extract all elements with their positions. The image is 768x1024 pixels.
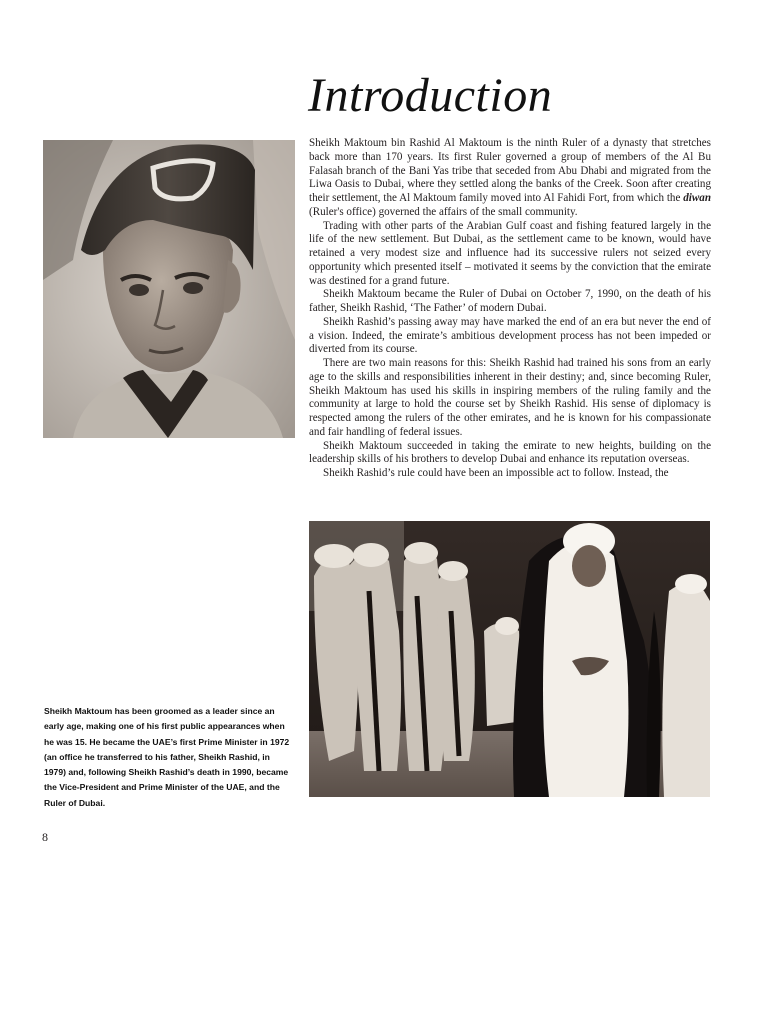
paragraph: Sheikh Maktoum became the Ruler of Dubai on October 7, 1990, on the death of his father, Sheikh Rashid, ‘The Father’ of modern Dubai. bbox=[309, 288, 711, 314]
paragraph: Sheikh Maktoum bin Rashid Al Maktoum is the ninth Ruler of a dynasty that stretches back more than 170 years. Its first Ruler governed a group of members of the Al Bu Falasah branch of the Bani Yas tribe that seceded from Abu Dhabi and migrated from the Liwa Oasis to Dubai, where they settled along the banks of the Creek. Soon after creating their settlement, the Al Maktoum family moved into Al Fahidi Fort, from which the diwan (Ruler's office) governed the affairs of the small community. bbox=[309, 137, 711, 218]
paragraph: Sheikh Maktoum succeeded in taking the emirate to new heights, building on the leadership skills of his brothers to develop Dubai and enhance its reputation overseas. bbox=[309, 439, 711, 466]
ceremony-photo bbox=[309, 521, 710, 797]
paragraph: Trading with other parts of the Arabian Gulf coast and fishing featured largely in the life of the new settlement. But Dubai, as the settlement came to be known, would have retained a very modest size and influence had its successive rulers not seized every opportunity which presented itself – motivated it seems by the conviction that the emirate was destined for a grand future. bbox=[309, 219, 711, 287]
paragraph-continued: Sheikh Rashid’s rule could have been an impossible act to follow. Instead, the bbox=[323, 467, 669, 479]
page-number: 8 bbox=[42, 830, 48, 844]
portrait-photo bbox=[43, 140, 295, 438]
diwan-term: diwan bbox=[683, 192, 711, 204]
paragraph: Sheikh Rashid’s passing away may have marked the end of an era but never the end of a vision. Indeed, the emirate’s ambitious development process has not been impeded or diverted from its course. bbox=[309, 315, 711, 356]
article-body bbox=[309, 137, 711, 481]
paragraph: There are two main reasons for this: Sheikh Rashid had trained his sons from an early age to the skills and responsibilities inherent in their destiny; and, since becoming Ruler, Sheikh Maktoum has used his skills in inspiring members of the ruling family and the community at large to hold the course set by Sheikh Rashid. His sense of diplomacy is respected among the rulers of the other emirates, and he is known for his compassionate and fair handling of federal issues. bbox=[309, 357, 711, 438]
page-title: Introduction bbox=[308, 69, 553, 122]
photo-caption: Sheikh Maktoum has been groomed as a leader since an early age, making one of his first public appearances when he was 15. He became the UAE’s first Prime Minister in 1972 (an office he transferred to his father, Sheikh Rashid, in 1979) and, following Sheikh Rashid’s death in 1990, became the Vice-President and Prime Minister of the UAE, and the Ruler of Dubai. bbox=[44, 706, 290, 808]
